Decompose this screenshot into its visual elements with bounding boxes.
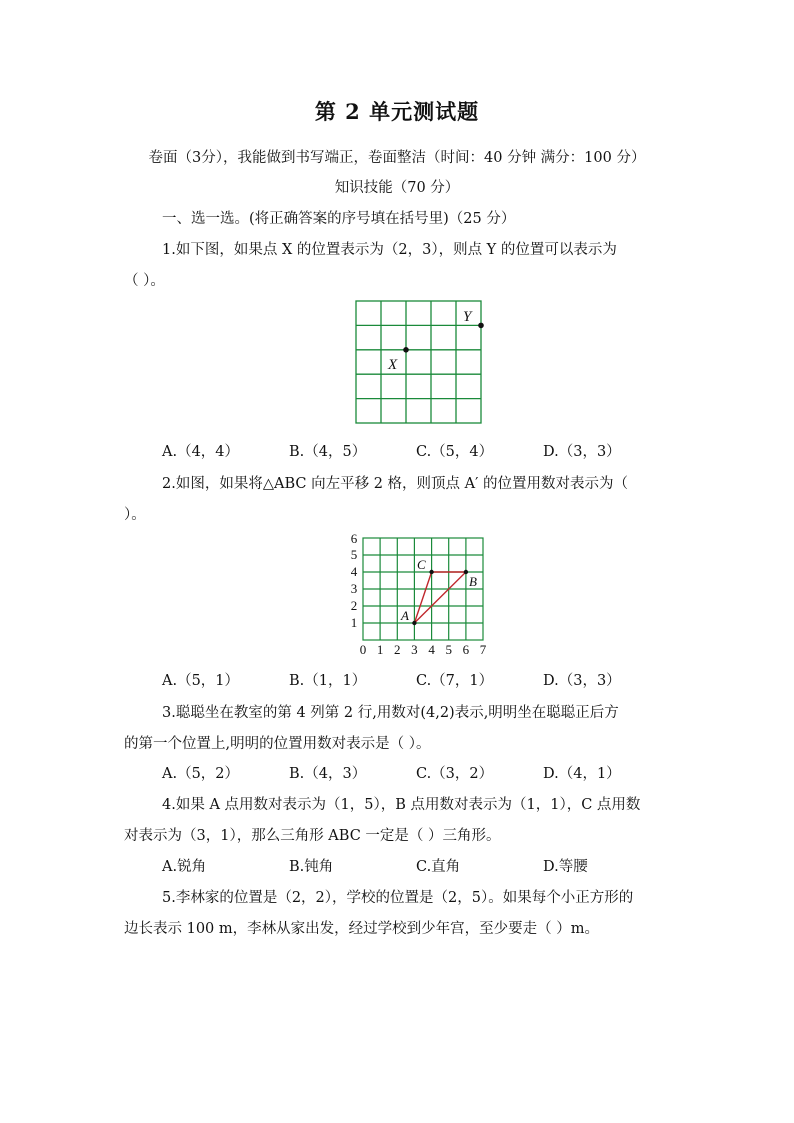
part-heading: 一、选一选。(将正确答案的序号填在括号里)（25 分） xyxy=(162,211,516,227)
q1-label-x: X xyxy=(388,357,398,373)
q1-grid-figure xyxy=(354,299,484,425)
q1-option-a: A.（4，4） xyxy=(162,444,240,460)
q2-x-tick: 4 xyxy=(428,642,435,657)
section-heading: 知识技能（70 分） xyxy=(334,180,460,196)
q2-option-a: A.（5，1） xyxy=(162,673,240,689)
q1-point-y xyxy=(478,323,484,329)
q3-options xyxy=(162,762,670,783)
q2-y-tick: 2 xyxy=(350,598,358,613)
q1-option-b: B.（4，5） xyxy=(289,444,367,460)
q1-option-c: C.（5，4） xyxy=(416,444,494,460)
q4-text-line2: 对表示为（3，1），那么三角形 ABC 一定是（ ）三角形。 xyxy=(124,828,501,844)
q5-text-line2: 边长表示 100 m，李林从家出发，经过学校到少年宫，至少要走（ ）m。 xyxy=(124,921,599,937)
q2-option-c: C.（7，1） xyxy=(416,673,494,689)
q1-option-d: D.（3，3） xyxy=(543,444,621,460)
q4-option-d: D.等腰 xyxy=(543,859,588,875)
q4-option-a: A.锐角 xyxy=(162,859,207,875)
q2-y-tick: 1 xyxy=(350,615,358,630)
q3-option-d: D.（4，1） xyxy=(543,766,621,782)
header-note: 卷面（3分），我能做到书写端正，卷面整洁（时间：40 分钟 满分：100 分） xyxy=(148,150,646,166)
q2-text-line1: 2.如图，如果将△ABC 向左平移 2 格，则顶点 A′ 的位置用数对表示为（ xyxy=(162,476,629,492)
q5-text-line1: 5.李林家的位置是（2，2），学校的位置是（2，5）。如果每个小正方形的 xyxy=(162,890,634,906)
q2-x-tick: 3 xyxy=(411,642,418,657)
q3-option-b: B.（4，3） xyxy=(289,766,367,782)
q2-y-tick: 6 xyxy=(350,532,358,546)
page-title: 第 2 单元测试题 xyxy=(314,99,480,124)
q1-text-line2: （ ）。 xyxy=(124,273,165,289)
q1-text-line1: 1.如下图，如果点 X 的位置表示为（2，3），则点 Y 的位置可以表示为 xyxy=(162,242,617,258)
q2-option-d: D.（3，3） xyxy=(543,673,621,689)
q3-option-a: A.（5，2） xyxy=(162,766,240,782)
q4-option-c: C.直角 xyxy=(416,859,461,875)
q2-grid-figure xyxy=(346,532,492,660)
q3-option-c: C.（3，2） xyxy=(416,766,494,782)
q2-triangle-abc xyxy=(414,572,466,623)
q2-vertex-c xyxy=(429,570,433,574)
q2-options xyxy=(162,669,670,690)
q2-text-line2: ）。 xyxy=(124,507,146,523)
q1-options xyxy=(162,440,670,461)
q2-label-a: A xyxy=(401,608,409,623)
q4-option-b: B.钝角 xyxy=(289,859,334,875)
q2-y-tick: 5 xyxy=(350,547,358,562)
q1-point-x xyxy=(403,347,409,353)
q4-options xyxy=(162,855,670,876)
q4-text-line1: 4.如果 A 点用数对表示为（1，5），B 点用数对表示为（1，1），C 点用数 xyxy=(162,797,641,813)
q2-y-tick: 4 xyxy=(350,564,358,579)
q2-x-tick: 5 xyxy=(445,642,452,657)
q3-text-line2: 的第一个位置上,明明的位置用数对表示是（ ）。 xyxy=(124,736,431,752)
q2-option-b: B.（1，1） xyxy=(289,673,367,689)
q1-label-y: Y xyxy=(463,309,472,325)
q2-vertex-b xyxy=(464,570,468,574)
q2-label-c: C xyxy=(417,557,426,572)
q2-x-tick: 7 xyxy=(479,642,487,657)
q2-label-b: B xyxy=(469,574,477,589)
q2-x-tick: 2 xyxy=(394,642,401,657)
q2-x-tick: 1 xyxy=(376,642,384,657)
q3-text-line1: 3.聪聪坐在教室的第 4 列第 2 行,用数对(4,2)表示,明明坐在聪聪正后方 xyxy=(162,705,619,721)
q2-x-tick: 0 xyxy=(359,642,367,657)
q2-x-tick: 6 xyxy=(462,642,470,657)
q2-vertex-a xyxy=(412,621,416,625)
q2-y-tick: 3 xyxy=(350,581,358,596)
q2-grid-lines xyxy=(363,538,483,640)
